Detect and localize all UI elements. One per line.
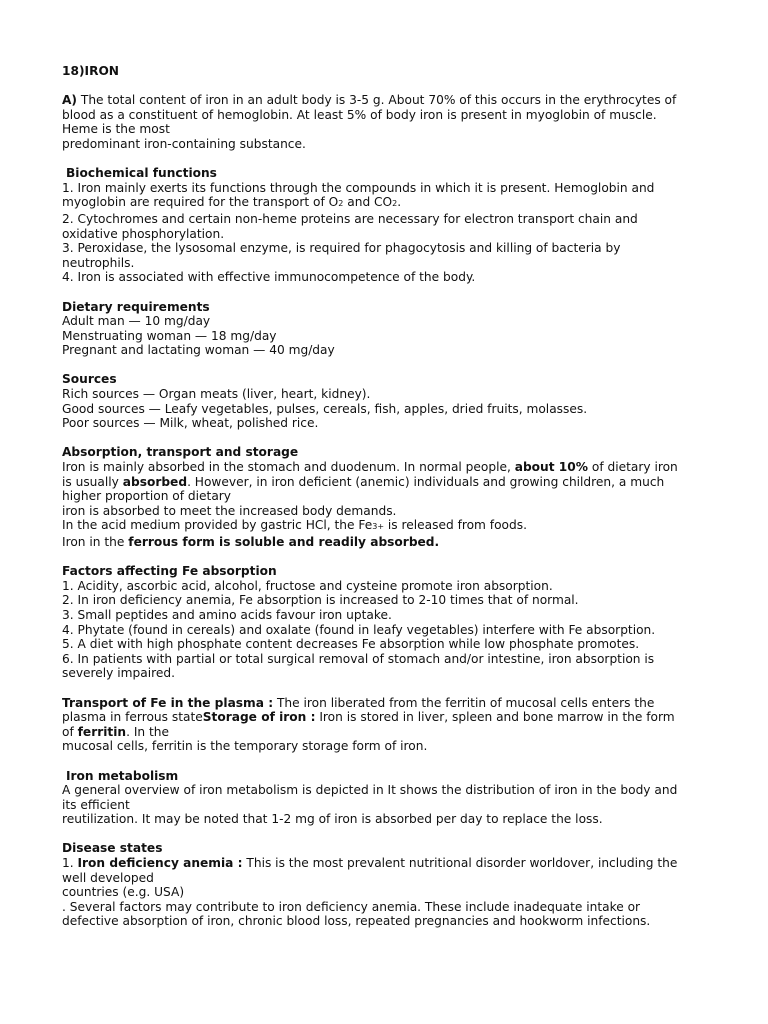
paragraph-line: countries (e.g. USA)	[62, 885, 185, 900]
paragraph-line: higher proportion of dietary	[62, 489, 232, 504]
list-item-continuation: neutrophils.	[62, 255, 135, 270]
text-span: is released from foods.	[384, 518, 527, 533]
paragraph-line	[62, 710, 682, 725]
bold-span: about 10%	[514, 460, 588, 475]
text-span: The iron liberated from the ferritin of mucosal cells enters the	[273, 695, 655, 710]
intro-line-3: Heme is the most	[62, 122, 170, 137]
paragraph-line: iron is absorbed to meet the increased body demands.	[62, 503, 397, 518]
list-item: Poor sources — Milk, wheat, polished rice.	[62, 416, 319, 431]
section-heading	[62, 166, 682, 181]
text-span: Iron is mainly absorbed in the stomach and duodenum. In normal people,	[62, 460, 515, 475]
text-span: In the acid medium provided by gastric HCl, the Fe	[62, 518, 373, 533]
disease-section	[62, 841, 682, 929]
intro-label: A)	[62, 93, 78, 108]
spacer	[62, 358, 682, 373]
section-heading	[62, 445, 682, 460]
bold-span: Iron deficiency anemia :	[77, 856, 243, 871]
dietary-section	[62, 300, 682, 358]
list-item: 4. Iron is associated with effective immunocompetence of the body.	[62, 270, 476, 285]
bold-span: ferrous form is soluble and readily absorbed.	[128, 535, 440, 549]
paragraph-line: . Several factors may contribute to iron deficiency anemia. These include inadequate intake or	[62, 899, 641, 914]
document-page	[62, 64, 682, 929]
text-span: is usually	[62, 474, 123, 489]
spacer	[62, 431, 682, 446]
spacer	[62, 285, 682, 300]
bold-span: ferritin	[77, 724, 127, 739]
transport-section	[62, 696, 682, 754]
paragraph-line: A general overview of iron metabolism is depicted in It shows the distribution of iron in the body and	[62, 783, 678, 798]
paragraph-line: defective absorption of iron, chronic blood loss, repeated pregnancies and hookworm infections.	[62, 914, 651, 929]
heading-text: Factors affecting Fe absorption	[62, 564, 277, 579]
list-item: 1. Iron mainly exerts its functions through the compounds in which it is present. Hemoglobin and	[62, 180, 655, 195]
list-item: 1. Acidity, ascorbic acid, alcohol, fructose and cysteine promote iron absorption.	[62, 578, 553, 593]
list-item: 2. In iron deficiency anemia, Fe absorption is increased to 2-10 times that of normal.	[62, 593, 579, 608]
text-span: of	[62, 724, 78, 739]
section-heading	[62, 372, 682, 387]
spacer	[62, 827, 682, 842]
paragraph-line	[62, 725, 682, 740]
section-heading	[62, 769, 682, 784]
metabolism-section	[62, 769, 682, 827]
section-heading	[62, 300, 682, 315]
paragraph-line: well developed	[62, 870, 154, 885]
list-item: 5. A diet with high phosphate content decreases Fe absorption while low phosphate promotes.	[62, 637, 640, 652]
text-span: This is the most prevalent nutritional disorder worldover, including the	[242, 856, 678, 871]
title-text: 18)IRON	[62, 64, 120, 78]
paragraph-line: mucosal cells, ferritin is the temporary storage form of iron.	[62, 739, 428, 754]
list-item-continuation: oxidative phosphorylation.	[62, 226, 225, 241]
text-span: of dietary iron	[587, 460, 678, 475]
heading-text: Disease states	[62, 841, 163, 856]
list-item-continuation: severely impaired.	[62, 666, 175, 681]
paragraph-line: reutilization. It may be noted that 1-2 mg of iron is absorbed per day to replace the loss.	[62, 812, 603, 827]
text-span: plasma in ferrous state	[62, 710, 203, 725]
text-span: . In the	[126, 724, 170, 739]
list-item: Menstruating woman — 18 mg/day	[62, 328, 277, 343]
list-item: Good sources — Leafy vegetables, pulses, cereals, fish, apples, dried fruits, molasses.	[62, 401, 588, 416]
heading-text: Absorption, transport and storage	[62, 445, 299, 460]
text-span: and CO	[343, 195, 393, 210]
paragraph-line	[62, 535, 682, 550]
list-item: Pregnant and lactating woman — 40 mg/day	[62, 343, 335, 358]
heading-text: Biochemical functions	[66, 166, 217, 181]
section-heading	[62, 564, 682, 579]
document-title	[62, 64, 682, 79]
intro-line-1	[62, 93, 682, 108]
spacer	[62, 681, 682, 696]
subscript: 2	[338, 199, 344, 209]
text-span: 1.	[62, 856, 78, 871]
text-span: Iron is stored in liver, spleen and bone marrow in the form	[315, 710, 675, 725]
subscript: 3+	[372, 522, 385, 532]
heading-text: Dietary requirements	[62, 299, 210, 314]
list-item: 6. In patients with partial or total surgical removal of stomach and/or intestine, iron absorption is	[62, 651, 655, 666]
text-span: .	[397, 195, 402, 210]
sources-section	[62, 372, 682, 430]
spacer	[62, 754, 682, 769]
absorption-section	[62, 445, 682, 549]
paragraph-line	[62, 856, 682, 871]
paragraph-line	[62, 696, 682, 711]
spacer	[62, 79, 682, 94]
heading-text: Sources	[62, 372, 117, 387]
paragraph-line	[62, 475, 682, 490]
intro-line-2: blood as a constituent of hemoglobin. At least 5% of body iron is present in myoglobin of muscle.	[62, 107, 657, 122]
list-item: Rich sources — Organ meats (liver, heart, kidney).	[62, 387, 371, 402]
list-item: 3. Small peptides and amino acids favour iron uptake.	[62, 607, 392, 622]
paragraph-line	[62, 460, 682, 475]
text-span: Iron in the	[62, 535, 129, 549]
bold-span: absorbed	[122, 474, 188, 489]
list-item-continuation	[62, 195, 682, 212]
bold-span: Transport of Fe in the plasma :	[62, 695, 274, 710]
intro-text: The total content of iron in an adult body is 3-5 g. About 70% of this occurs in the erythrocytes of	[77, 93, 677, 108]
paragraph-line	[62, 518, 682, 535]
text-span: myoglobin are required for the transport of O	[62, 195, 339, 210]
biochemical-section	[62, 166, 682, 285]
intro-paragraph	[62, 93, 682, 151]
intro-line-4: predominant iron-containing substance.	[62, 136, 306, 151]
section-heading	[62, 841, 682, 856]
subscript: 2	[392, 199, 398, 209]
list-item: 4. Phytate (found in cereals) and oxalate (found in leafy vegetables) interfere with Fe absorption.	[62, 622, 656, 637]
factors-section	[62, 564, 682, 681]
bold-span: Storage of iron :	[202, 710, 316, 725]
list-item: 3. Peroxidase, the lysosomal enzyme, is required for phagocytosis and killing of bacteria by	[62, 241, 621, 256]
list-item: 2. Cytochromes and certain non-heme proteins are necessary for electron transport chain and	[62, 211, 638, 226]
text-span: . However, in iron deficient (anemic) individuals and growing children, a much	[187, 474, 665, 489]
spacer	[62, 550, 682, 565]
spacer	[62, 152, 682, 167]
list-item: Adult man — 10 mg/day	[62, 314, 211, 329]
heading-text: Iron metabolism	[66, 768, 179, 783]
paragraph-line: its efficient	[62, 797, 130, 812]
